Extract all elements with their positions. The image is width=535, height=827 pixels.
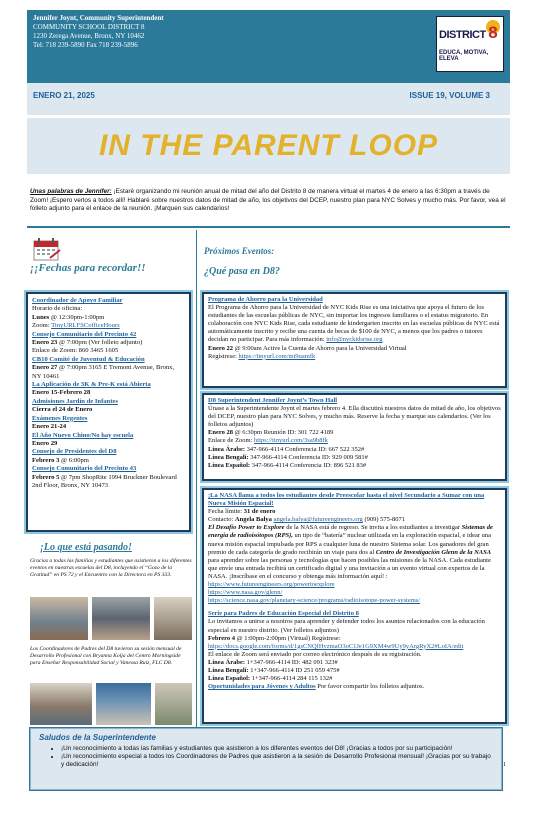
cb10-date: Enero 27 @ 7:00pm 3165 E Tremont Avenue, Bronx, NY 10461 [32, 364, 175, 380]
town-hall-text: Únase a la Superintendente Joynt el martes febrero 4. Ella discutirá nuestros datos de mitad de año, los objetivos del DCEP, nuestro plan para NYC Solves, y mucho más. Reserve la fecha y marque sus calendarios. (Ver los folletos adjuntos) [208, 405, 501, 429]
nasa-contact-email[interactable]: angela.balya@futureengineers.org [273, 516, 363, 524]
masthead [27, 10, 510, 83]
pd-photo-2 [96, 683, 151, 725]
pd-photo-1 [30, 683, 92, 725]
event-photo-3 [154, 597, 192, 640]
nasa-link-1[interactable]: https://www.futureengineers.org/powertoexplore [208, 581, 335, 589]
office-hours: Horario de oficina: [32, 305, 83, 313]
events-caption: Gracias a todas las familias y estudiantes que asistieron a los diferentes eventos en nuestras escuelas del D8, incluyendo el “Gozo de la Gratitud” en PS 72 y el Encuentro con la Directora en PS 333. [30, 558, 192, 578]
logo-number: 8 [488, 23, 498, 42]
upcoming-events-heading: Próximos Eventos: [204, 246, 275, 256]
town-hall-date: Enero 28 @ 6:30pm Reunión ID: 301 722 4189 [208, 429, 334, 437]
contact-block [33, 14, 164, 50]
town-hall-title[interactable]: D8 Superintendent Jennifer Joynt’s Town Hall [208, 397, 338, 404]
savings-email-link[interactable]: info@nyckidsrise.org [326, 336, 383, 344]
whats-happening-heading: ¡Lo que está pasando! [40, 542, 132, 553]
nasa-deadline: Fecha límite: 31 de enero [208, 508, 276, 516]
fsc-link[interactable]: Coordinador de Apoyo Familiar [32, 297, 123, 304]
section-divider [27, 226, 510, 228]
event-photo-2 [92, 597, 150, 640]
precinct-42-date: Enero 23 @ 7:00pm (Ver folleto adjunto) [32, 339, 143, 347]
greetings-heading: Saludos de la Superintendente [39, 733, 156, 742]
special-ed-date: Febrero 4 @ 1:00pm-2:00pm (Virtual) Regístrese: [208, 634, 341, 642]
bengali-line: Línea Bengalí: 347-966-4114 Conferencia ID: 929 009 581# [208, 453, 368, 461]
special-ed-form-link[interactable]: https://docs.google.com/forms/d/1gsCNQfHvzmaO3oC1Je1G9XM4w9Uy9yArgRyX2#LoIA/edit [208, 642, 464, 650]
opportunities-line: Oportunidades para Jóvenes y Adultos Por favor compartir los folletos adjuntos. [208, 683, 425, 691]
savings-register-link[interactable]: https://tinyurl.com/mt9uamfk [238, 352, 316, 360]
pd-photo-3 [155, 683, 192, 725]
prek-dates: Enero 15-Febrero 28 [32, 389, 91, 397]
greeting-item: • ¡Un reconocimiento a todas las familias y estudiantes que asistieron a los diferentes eventos del D8! ¡Gracias a todos por su participación! [61, 745, 491, 753]
kinder-link[interactable]: Admisiones Jardín de Infantes [32, 397, 118, 405]
regents-link[interactable]: Exámenes Regentes [32, 414, 88, 422]
town-hall-box [202, 393, 507, 481]
column-divider [196, 230, 197, 728]
nasa-contact: Contacto: Angela Balya angela.balya@futureengineers.org (909) 575-8071 [208, 516, 406, 524]
superintendent-name: Jennifer Joynt, Community Superintendent [33, 14, 164, 22]
logo-text: DISTRICT 8 [439, 23, 498, 42]
lunar-new-year-link[interactable]: El Año Nuevo Chino/No hay escuela [32, 431, 134, 439]
office-hours-time: Lunes @ 12:30pm-1:00pm [32, 313, 105, 321]
opportunities-link[interactable]: Oportunidades para Jóvenes y Adultos [208, 683, 316, 691]
special-ed-title[interactable]: Serie para Padres de Educación Especial del Distrito 8 [208, 610, 359, 618]
dates-heading: ¡¡Fechas para recordar!! [30, 262, 146, 274]
district-logo [436, 16, 504, 72]
lunar-new-year-date: Enero 29 [32, 439, 58, 447]
savings-register: Regístrese: https://tinyurl.com/mt9uamfk [208, 352, 316, 360]
nasa-title[interactable]: ¡La NASA llama a todos los estudiantes desde Preescolar hasta el nivel Secundario a Sumar con una Nueva Misión Espacial! [208, 492, 485, 508]
greetings-box [30, 728, 502, 790]
zoom-line: Zoom: TinyURLFSCofficeHours [32, 322, 120, 330]
greetings-list [61, 745, 491, 770]
district-name: COMMUNITY SCHOOL DISTRICT 8 [33, 23, 145, 31]
zoom-link[interactable]: TinyURLFSCofficeHours [51, 322, 120, 330]
event-photo-1 [30, 597, 88, 640]
spanish-line: Línea Español: 347-966-4114 Conferencia ID: 896 521 83# [208, 461, 367, 469]
address: 1230 Zerega Avenue, Bronx, NY 10462 [33, 32, 145, 40]
issue-date: ENERO 21, 2025 [33, 91, 95, 100]
special-ed-bengali: Línea Bengalí: 1+347-966-4114 ID 251 059 475# [208, 666, 340, 674]
town-hall-zoom: Enlace de Zoom: https://tinyurl.com/3sa9b8fk [208, 437, 328, 445]
presidents-council-link[interactable]: Consejo de Presidentes del D8 [32, 448, 117, 456]
savings-program-title[interactable]: Programa de Ahorro para la Universidad [208, 296, 323, 303]
issue-band [27, 83, 510, 115]
nasa-and-special-ed-box [202, 488, 507, 724]
whats-up-d8-heading: ¿Qué pasa en D8? [204, 266, 280, 277]
nasa-text: El Desafío Power to Explore de la NASA está de regreso. Se invita a los estudiantes a investigar Sistemas de energía de radioisótopos (RPS), un tipo de “batería” nuclear utilizada en la exploración espacial, e idear una nueva misión espacial impulsada por RPS a cualquier luna de nuestro Sistema solar. Los ganadores del gran premio de cada categoría de grado recibirán un viaje para dos al Centro de Investigación Glenn de la NASA para aprender sobre las personas y tecnologías que hacen posibles las misiones de la NASA. Cada estudiante que envíe una entrada recibirá un certificado digital y una invitación a un evento virtual con expertos de la NASA. ¡Inscríbase en el concurso y obtenga más información aquí! : https://www.futureengineers.org/powertoexplore [208, 524, 493, 589]
special-ed-arabic: Línea Árabe: 1+347-966-4114 ID: 482 091 323# [208, 658, 338, 666]
savings-program-date: Enero 22 @ 9:00am Active la Cuenta de Ahorro para la Universidad Virtual [208, 344, 407, 352]
prek-link[interactable]: La Aplicación de 3K & Pre-K está Abierta [32, 381, 151, 389]
kinder-date: Cierra el 24 de Enero [32, 406, 93, 414]
calendar-icon [32, 236, 62, 262]
special-ed-zoom-note: El enlace de Zoom será enviado por correo electrónico después de su registración. [208, 650, 422, 658]
page-number: 1 [503, 762, 506, 768]
issue-number: ISSUE 19, VOLUME 3 [409, 91, 490, 100]
intro-paragraph [30, 188, 508, 214]
precinct-42-link[interactable]: Consejo Comunitario del Precinto 42 [32, 330, 137, 338]
special-ed-text: Lo invitamos a unirse a nosotros para aprender y defender todos los asuntos relacionados con la educación especial en nuestro distrito. (Ver folletos adjuntos) [208, 618, 485, 634]
nasa-link-2[interactable]: https://www.nasa.gov/glenn/ [208, 589, 283, 597]
newsletter-title: IN THE PARENT LOOP [27, 118, 510, 174]
cb10-link[interactable]: CB10 Comité de Juventud & Educación [32, 355, 145, 363]
special-ed-spanish: Línea Español: 1+347-966-4114 284 115 132# [208, 675, 333, 683]
savings-program-text: El Programa de Ahorro para la Universidad de NYC Kids Rise es una iniciativa que apoya el futuro de los estudiantes de las escuelas públicas de NYC, sin importar los ingresos familiares o el estatus migratorio. En colaboración con NYC Kids Rise, cada estudiante de kindergarten inscrito en las escuelas públicas de NYC está automáticamente inscrito y recibe una cuenta de becas de $100 de NYC, a menos que los padres o tutores decidan no participar. Para más información: info@nyckidsrise.org [208, 304, 500, 344]
intro-lead: Unas palabras de Jennifer: [30, 188, 112, 195]
savings-program-box [202, 292, 507, 388]
town-hall-zoom-link[interactable]: https://tinyurl.com/3sa9b8fk [254, 437, 328, 445]
precinct-42-zoom: Enlace de Zoom: 860 3465 1605 [32, 347, 119, 355]
phone-fax: Tel: 718 239-5890 Fax 718 239-5896 [33, 41, 138, 49]
greeting-item: • ¡Un reconocimiento especial a todos los Coordinadores de Padres que asistieron a la sesión de Desarrollo Profesional mensual! ¡Gracias por su trabajo y dedicación! [61, 753, 491, 769]
dates-box [26, 292, 191, 532]
intro-text: ¡Estaré organizando mi reunión anual de mitad del año del Distrito 8 de manera virtual el martes 4 de enero a las 6:30pm a través de Zoom! ¡Espero verlos a todos allí! Hablaré sobre nuestros datos de mitad de año, los objetivos del DCEP, nuestro plan para NYC Solves y mucho más. Por favor, vea el folleto adjunto para el enlace de la reunión. ¡Marquen sus calendarios! [30, 188, 506, 213]
presidents-council-date: Febrero 3 @ 6:00pm [32, 456, 89, 464]
arabic-line: Línea Árabe: 347-966-4114 Conferencia ID: 667 522 352# [208, 445, 365, 453]
precinct-43-link[interactable]: Consejo Comunitario del Precinto 43 [32, 465, 137, 473]
pd-caption: Los Coordinadores de Padres del D8 tuvieron su sesión mensual de Desarrollo Profesional con Bryanna Kolja del Centro Morningside para Enseñar Responsabilidad Social y Vanessa Ruiz, FLC D8. [30, 646, 182, 666]
regents-dates: Enero 21-24 [32, 423, 67, 431]
logo-slogan: EDUCA, MOTIVA, ELEVA [439, 50, 489, 62]
nasa-link-3[interactable]: https://science.nasa.gov/planetary-science/programs/radioisotope-power-systems/ [208, 597, 421, 605]
precinct-43-date: Febrero 5 @ 7pm ShopRite 1994 Bruckner Boulevard 2nd Floor, Bronx, NY 10473 [32, 473, 177, 489]
